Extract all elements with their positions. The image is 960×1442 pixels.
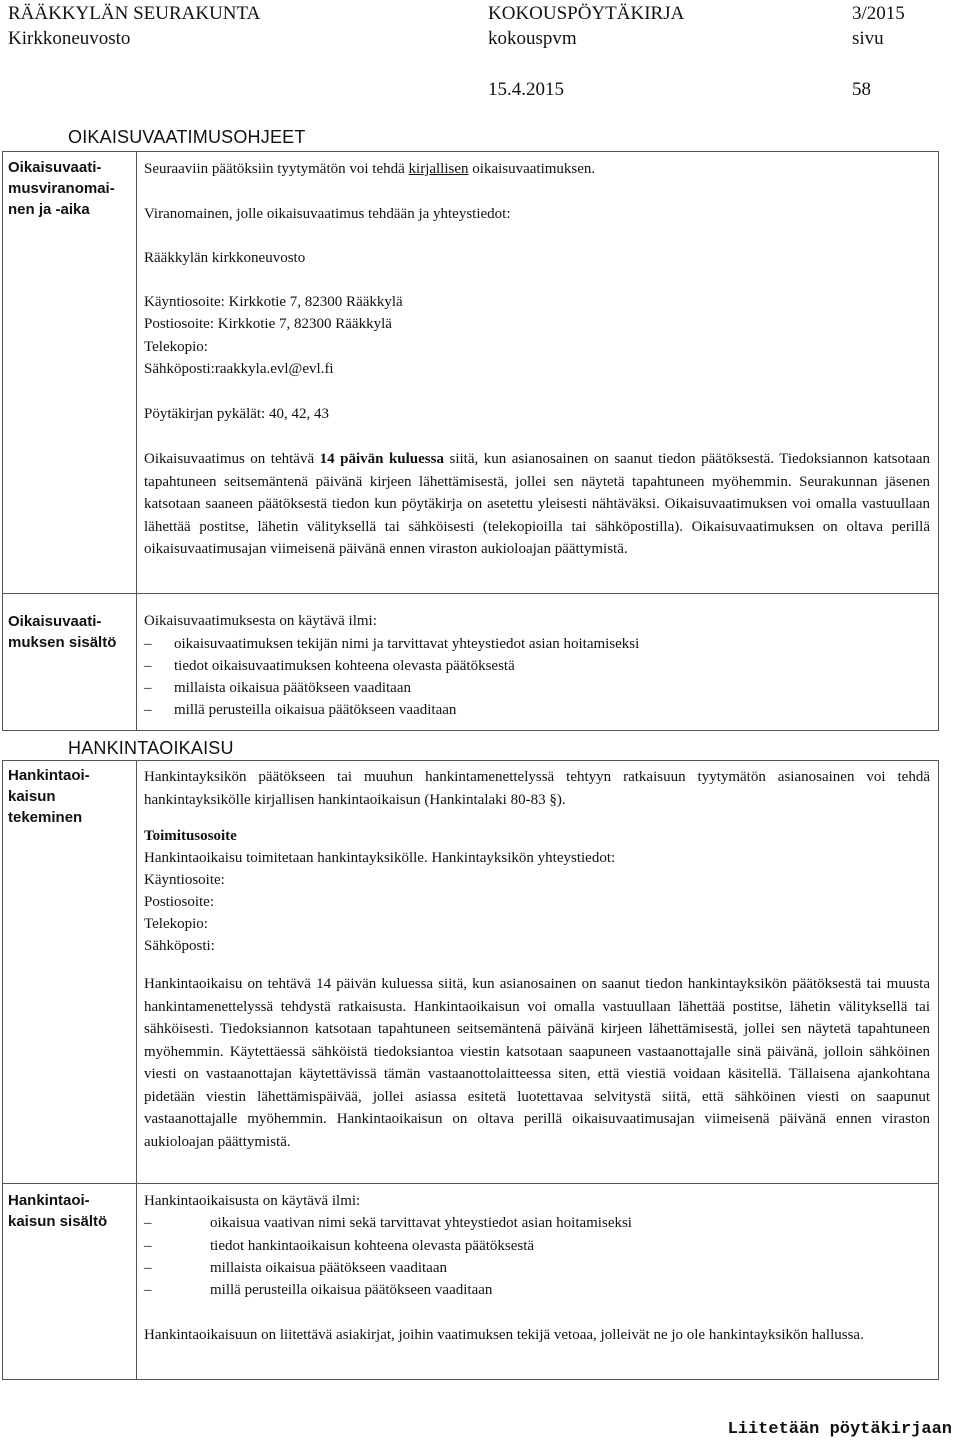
- row-label-authority: [8, 157, 132, 220]
- list-item: [144, 633, 640, 656]
- page-number: 58: [852, 79, 871, 100]
- list-item: [144, 699, 457, 722]
- dash: –: [144, 658, 152, 674]
- authority-name: Rääkkylän kirkkoneuvosto: [144, 250, 306, 266]
- appeal-deadline-text: [144, 448, 930, 561]
- procurement-fax: Telekopio:: [144, 916, 208, 932]
- label-line: nen ja -aika: [8, 201, 90, 218]
- list-item-text: oikaisua vaativan nimi sekä tarvittavat yhteystiedot asian hoitamiseksi: [210, 1215, 632, 1231]
- deadline-pre: Oikaisuvaatimus on tehtävä: [144, 451, 320, 467]
- procurement-box-row-separator: [2, 1183, 939, 1184]
- appeal-box-row-separator: [2, 593, 939, 594]
- meeting-date: 15.4.2015: [488, 79, 564, 100]
- dash: –: [144, 1238, 152, 1254]
- authority-email: Sähköposti:raakkyla.evl@evl.fi: [144, 361, 334, 377]
- label-line: Hankintaoi-: [8, 767, 90, 784]
- department: Kirkkoneuvosto: [8, 28, 131, 49]
- list-item: [144, 1279, 493, 1302]
- dash: –: [144, 1260, 152, 1276]
- procurement-intro: Hankintayksikön päätökseen tai muuhun hankintamenettelyssä tehtyyn ratkaisuun tyytymätön asianosainen voi tehdä hankintayksikölle kirjallisen hankintaoikaisun (Hankintalaki 80-83 §).: [144, 769, 930, 808]
- row-label-appeal-content: [8, 611, 132, 653]
- dash: –: [144, 1282, 152, 1298]
- list-item-text: tiedot hankintaoikaisun kohteena olevasta päätöksestä: [210, 1238, 535, 1254]
- deadline-post: siitä, kun asianosainen on saanut tiedon päätöksestä. Tiedoksiannon katsotaan tapahtuneen seitsemäntenä päivänä kirjeen lähettämisestä, jollei sen näytetä tapahtuneen myöhemmin. Seurakunnan jäsenen katsotaan saaneen päätöksestä tiedon kun pöytäkirja on asetettu yleisesti nähtäväksi. Oikaisuvaatimuksen voi omalla vastuullaan lähettää postitse, lähetin välityksellä tai sähköisesti (telekopioilla tai sähköpostilla). Oikaisuvaatimuksen on oltava perillä oikaisuvaatimusajan viimeisenä päivänä ennen viraston aukioloajan päättymistä.: [144, 451, 930, 557]
- deadline-bold: 14 päivän kuluessa: [319, 451, 444, 467]
- list-item: [144, 1257, 447, 1280]
- procurement-box-divider: [136, 760, 137, 1380]
- delivery-text: Hankintaoikaisu toimitetaan hankintayksikölle. Hankintayksikön yhteystiedot:: [144, 850, 616, 866]
- list-item: [144, 677, 411, 700]
- appeal-content-intro: Oikaisuvaatimuksesta on käytävä ilmi:: [144, 613, 377, 629]
- list-item-text: millaista oikaisua päätökseen vaaditaan: [210, 1260, 447, 1276]
- org-name: RÄÄKKYLÄN SEURAKUNTA: [8, 3, 261, 24]
- section-title-oikaisuvaatimus: OIKAISUVAATIMUSOHJEET: [68, 127, 306, 147]
- list-item: [144, 655, 515, 678]
- dash: –: [144, 702, 152, 718]
- authority-visit-address: Käyntiosoite: Kirkkotie 7, 82300 Rääkkylä: [144, 294, 403, 310]
- procurement-email: Sähköposti:: [144, 938, 215, 954]
- row-label-procurement-appeal: [8, 765, 132, 828]
- dash: –: [144, 636, 152, 652]
- label-line: muksen sisältö: [8, 634, 117, 651]
- procurement-content-intro: Hankintaoikaisusta on käytävä ilmi:: [144, 1193, 361, 1209]
- footer-note: Liitetään pöytäkirjaan: [727, 1420, 952, 1439]
- section-title-hankintaoikaisu: HANKINTAOIKAISU: [68, 738, 234, 758]
- dash: –: [144, 1215, 152, 1231]
- procurement-post-address: Postiosoite:: [144, 894, 215, 910]
- procurement-visit-address: Käyntiosoite:: [144, 872, 225, 888]
- label-line: Hankintaoi-: [8, 1192, 90, 1209]
- appeal-intro-underlined: kirjallisen: [408, 161, 469, 177]
- label-line: musviranomai-: [8, 180, 115, 197]
- label-line: kaisun sisältö: [8, 1213, 108, 1230]
- dash: –: [144, 680, 152, 696]
- appeal-intro: [144, 158, 595, 181]
- authority-fax: Telekopio:: [144, 339, 208, 355]
- list-item-text: oikaisuvaatimuksen tekijän nimi ja tarvittavat yhteystiedot asian hoitamiseksi: [174, 636, 640, 652]
- attachments-text: Hankintaoikaisuun on liitettävä asiakirjat, joihin vaatimuksen tekijä vetoaa, jolleivät ne jo ole hankintayksikön hallussa.: [144, 1327, 864, 1343]
- issue-number: 3/2015: [852, 3, 905, 24]
- label-line: Oikaisuvaati-: [8, 613, 102, 630]
- delivery-title: Toimitusosoite: [144, 828, 237, 844]
- label-line: tekeminen: [8, 809, 83, 826]
- row-label-procurement-content: [8, 1190, 132, 1232]
- appeal-box-divider: [136, 151, 137, 731]
- date-label: kokouspvm: [488, 28, 577, 49]
- appeal-intro-end: oikaisuvaatimuksen.: [468, 161, 596, 177]
- list-item: [144, 1235, 535, 1258]
- appeal-intro-text: Seuraaviin päätöksiin tyytymätön voi tehdä: [144, 161, 409, 177]
- page-label: sivu: [852, 28, 884, 49]
- label-line: kaisun: [8, 788, 56, 805]
- list-item: [144, 1212, 632, 1235]
- list-item-text: millä perusteilla oikaisua päätökseen vaaditaan: [174, 702, 457, 718]
- label-line: Oikaisuvaati-: [8, 159, 102, 176]
- list-item-text: millä perusteilla oikaisua päätökseen vaaditaan: [210, 1282, 493, 1298]
- authority-intro: Viranomainen, jolle oikaisuvaatimus tehdään ja yhteystiedot:: [144, 206, 511, 222]
- list-item-text: millaista oikaisua päätökseen vaaditaan: [174, 680, 411, 696]
- doc-type: KOKOUSPÖYTÄKIRJA: [488, 3, 685, 24]
- minutes-sections: Pöytäkirjan pykälät: 40, 42, 43: [144, 406, 329, 422]
- authority-post-address: Postiosoite: Kirkkotie 7, 82300 Rääkkylä: [144, 316, 392, 332]
- list-item-text: tiedot oikaisuvaatimuksen kohteena olevasta päätöksestä: [174, 658, 515, 674]
- procurement-deadline-text: Hankintaoikaisu on tehtävä 14 päivän kuluessa siitä, kun asianosainen on saanut tiedon hankintayksikön päätöksestä tai muusta hankintamenettelyssä tehdystä ratkaisusta. Hankintaoikaisun voi omalla vastuullaan lähettää postitse, lähetin välityksellä tai sähköisesti. Tiedoksiannon katsotaan tapahtuneen seitsemäntenä päivänä kirjeen lähettämisestä, jollei sen näytetä tapahtuneen myöhemmin. Käytettäessä sähköistä tiedoksiantoa viestin katsotaan saapuneen vastaanottajalle sinä päivänä, jolloin sähköinen viesti on vastaanottajan käytettävissä tämän vastaanottolaitteessa siten, että viestiä voidaan käsitellä. Tällaisena ajankohtana pidetään viestin lähettämispäivää, jollei asiassa esitetä luotettavaa selvitystä siitä, että sähköinen viesti on saapunut vastaanottajalle myöhemmin. Hankintaoikaisun on oltava perillä oikaisuvaatimusajan viimeisenä päivänä ennen viraston aukioloajan päättymistä.: [144, 976, 930, 1150]
